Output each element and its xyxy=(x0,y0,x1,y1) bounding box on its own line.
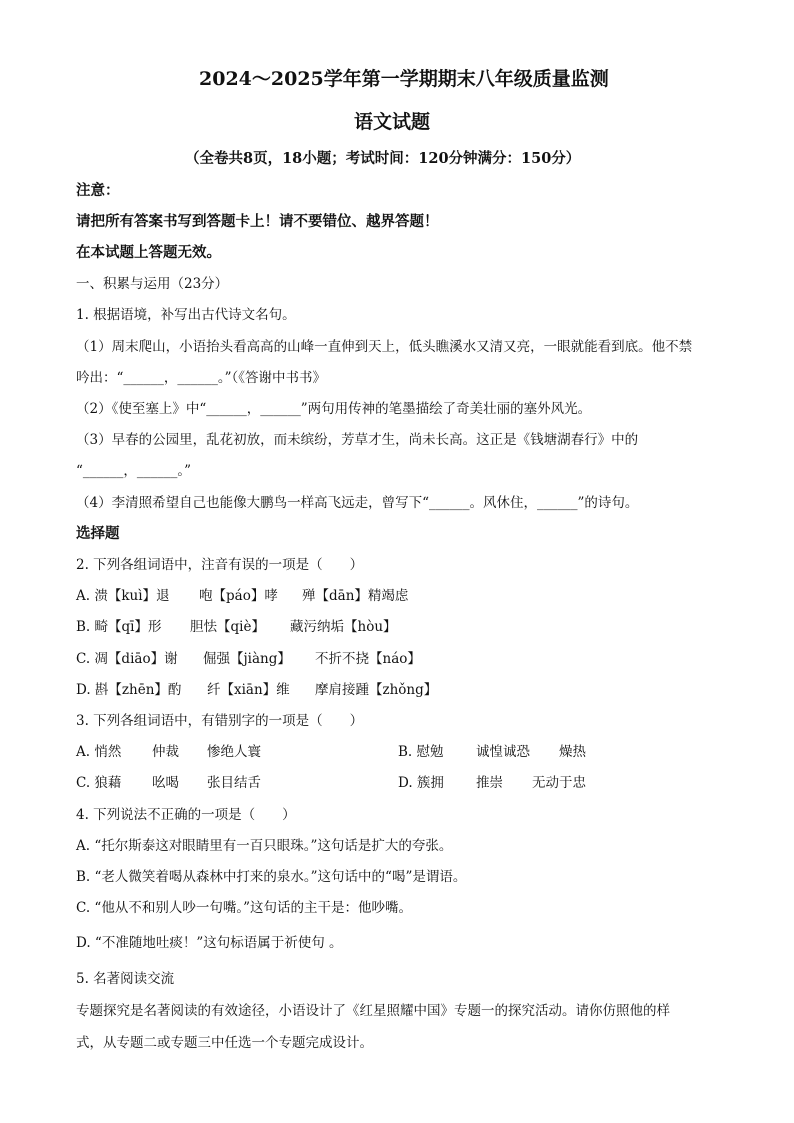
q3-option-a-3: 惨绝人寰 xyxy=(207,744,261,760)
choice-heading: 选择题 xyxy=(76,525,120,542)
q2-stem: 2. 下列各组词语中，注音有误的一项是（ ） xyxy=(76,557,364,573)
exam-info: （全卷共8页，18小题；考试时间：120分钟满分：150分） xyxy=(185,150,581,167)
q2-option-d-1: D. 斟【zhēn】酌 xyxy=(76,682,182,698)
q1-stem: 1. 根据语境，补写出古代诗文名句。 xyxy=(76,307,296,323)
q2-option-a-2: 咆【páo】哮 xyxy=(199,588,278,604)
q3-option-d-3: 无动于忠 xyxy=(532,775,586,791)
q3-option-c-2: 吆喝 xyxy=(152,775,179,791)
q4-option-b: B. “老人微笑着喝从森林中打来的泉水。”这句话中的“喝”是谓语。 xyxy=(76,869,467,885)
q2-option-a-1: A. 溃【kuì】退 xyxy=(76,588,170,604)
notice-label: 注意： xyxy=(76,182,120,199)
q2-option-b-2: 胆怯【qiè】 xyxy=(190,619,265,635)
q3-option-d-2: 推崇 xyxy=(476,775,503,791)
q4-option-c: C. “他从不和别人吵一句嘴。”这句话的主干是：他吵嘴。 xyxy=(76,900,412,916)
q3-option-a-1: A. 悄然 xyxy=(76,744,122,760)
q3-option-a-2: 仲裁 xyxy=(152,744,179,760)
q2-option-d-3: 摩肩接踵【zhǒng】 xyxy=(315,682,438,698)
q2-option-c-1: C. 凋【diāo】谢 xyxy=(76,651,178,667)
q3-option-c-3: 张目结舌 xyxy=(207,775,261,791)
q1-item-1a: （1）周末爬山，小语抬头看高高的山峰一直伸到天上，低头瞧溪水又清又亮，一眼就能看到底。他不禁 xyxy=(76,339,693,355)
q1-item-2: （2）《使至塞上》中“______，______”两句用传神的笔墨描绘了奇美壮丽的塞外风光。 xyxy=(76,401,592,417)
q2-option-d-2: 纤【xiān】维 xyxy=(207,682,290,698)
q5-stem: 5. 名著阅读交流 xyxy=(76,971,175,987)
notice-line-1: 请把所有答案书写到答题卡上！请不要错位、越界答题！ xyxy=(76,213,439,230)
q3-option-b-2: 诚惶诚恐 xyxy=(476,744,530,760)
exam-title: 2024～2025学年第一学期期末八年级质量监测 xyxy=(199,68,609,90)
q3-option-c-1: C. 狼藉 xyxy=(76,775,122,791)
q5-paragraph-2: 式，从专题二或专题三中任选一个专题完成设计。 xyxy=(76,1035,373,1051)
q1-item-3a: （3）早春的公园里，乱花初放，而未缤纷，芳草才生，尚未长高。这正是《钱塘湖春行》中的 xyxy=(76,432,639,448)
q3-stem: 3. 下列各组词语中，有错别字的一项是（ ） xyxy=(76,713,364,729)
q4-stem: 4. 下列说法不正确的一项是（ ） xyxy=(76,807,296,823)
q1-item-3b: “______，______。” xyxy=(76,463,192,479)
q3-option-d-1: D. 簇拥 xyxy=(398,775,444,791)
q4-option-d: D. “不准随地吐痰！”这句标语属于祈使句 。 xyxy=(76,935,343,951)
q3-option-b-3: 燥热 xyxy=(559,744,586,760)
q2-option-b-1: B. 畸【qī】形 xyxy=(76,619,162,635)
q5-paragraph-1: 专题探究是名著阅读的有效途径，小语设计了《红星照耀中国》专题一的探究活动。请你仿照他的样 xyxy=(76,1003,670,1019)
q3-option-b-1: B. 慰勉 xyxy=(398,744,444,760)
exam-subtitle: 语文试题 xyxy=(354,111,431,133)
notice-line-2: 在本试题上答题无效。 xyxy=(76,244,221,261)
q1-item-1b: 吟出：“______，______。”（《答谢中书书》 xyxy=(76,370,327,386)
q4-option-a: A. “托尔斯泰这对眼睛里有一百只眼珠。”这句话是扩大的夸张。 xyxy=(76,838,453,854)
q2-option-c-3: 不折不挠【náo】 xyxy=(315,651,421,667)
q1-item-4: （4）李清照希望自己也能像大鹏鸟一样高飞远走，曾写下“______。风休住，______”的诗句。 xyxy=(76,495,639,511)
section-heading: 一、积累与运用（23分） xyxy=(76,276,229,292)
q2-option-c-2: 倔强【jiàng】 xyxy=(203,651,291,667)
q2-option-a-3: 殚【dān】精竭虑 xyxy=(302,588,409,604)
q2-option-b-3: 藏污纳垢【hòu】 xyxy=(290,619,397,635)
